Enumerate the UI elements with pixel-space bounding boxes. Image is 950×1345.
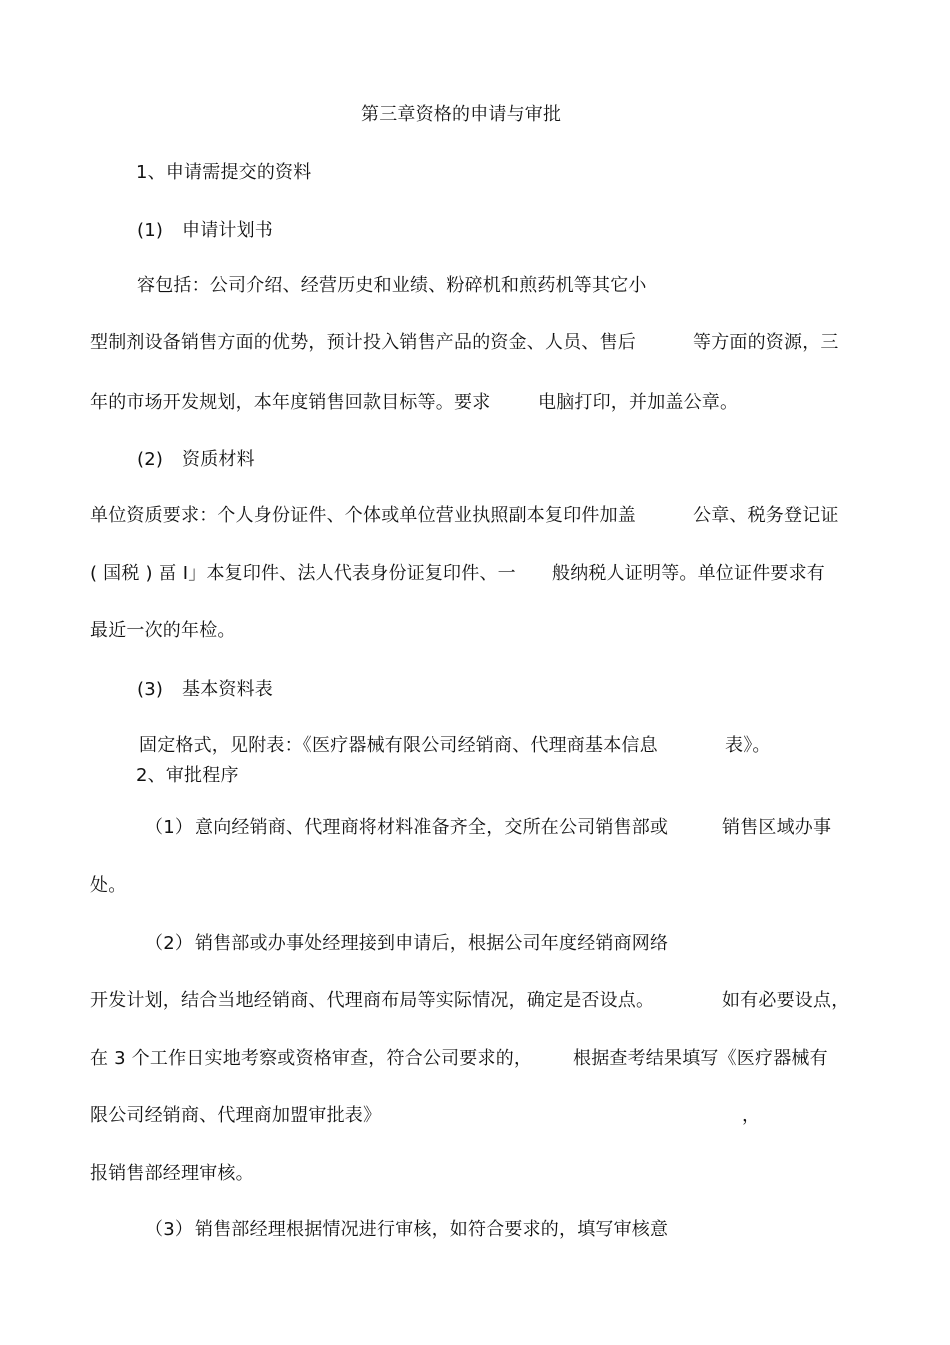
- step1-line1-part-b: 销售区域办事: [722, 817, 832, 838]
- item1-line3-part-b: 电脑打印，并加盖公章。: [538, 392, 739, 413]
- step2-line5: 报销售部经理审核。: [90, 1163, 254, 1184]
- chapter-title: 第三章资格的申请与审批: [361, 104, 562, 125]
- item3-number: (3): [137, 679, 164, 700]
- item2-line2-part-b: 般纳税人证明等。单位证件要求有: [552, 563, 825, 584]
- step3-number: （3）: [145, 1219, 194, 1240]
- section1-heading: 1、申请需提交的资料: [136, 162, 312, 183]
- step2-line3-part-a: 在 3 个工作日实地考察或资格审查，符合公司要求的，: [90, 1048, 533, 1069]
- step2-line1: [145, 932, 845, 956]
- step2-line1-text: 销售部或办事处经理接到申请后，根据公司年度经销商网络: [195, 933, 669, 954]
- item1-heading: [137, 219, 337, 243]
- item1-line3: [90, 391, 850, 415]
- item1-line1: 容包括：公司介绍、经营历史和业绩、粉碎机和煎药机等其它小: [137, 275, 647, 296]
- item2-line1-part-a: 单位资质要求：个人身份证件、个体或单位营业执照副本复印件加盖: [90, 505, 636, 526]
- item3-line1: [139, 734, 839, 758]
- step2-line3-part-b: 根据查考结果填写《医疗器械有: [573, 1048, 828, 1069]
- item1-line2: [90, 331, 850, 355]
- step2-line2-part-b: 如有必要设点，: [722, 990, 850, 1011]
- section2-heading: 2、审批程序: [136, 765, 239, 786]
- item2-number: (2): [137, 449, 164, 470]
- step1-line2: 处。: [90, 875, 127, 896]
- step1-line1-part-a: 意向经销商、代理商将材料准备齐全，交所在公司销售部或: [195, 817, 669, 838]
- step2-line4-part-a: 限公司经销商、代理商加盟审批表》: [90, 1105, 382, 1126]
- item3-line1-part-a: 固定格式，见附表：《医疗器械有限公司经销商、代理商基本信息: [139, 735, 658, 756]
- item1-line3-part-a: 年的市场开发规划，本年度销售回款目标等。要求: [90, 392, 491, 413]
- item3-line1-part-b: 表》。: [725, 735, 771, 756]
- item1-number: (1): [137, 220, 164, 241]
- item1-line2-part-b: 等方面的资源，三: [693, 332, 839, 353]
- item1-line2-part-a: 型制剂设备销售方面的优势，预计投入销售产品的资金、人员、售后: [90, 332, 636, 353]
- step2-line3: [90, 1047, 850, 1071]
- step1-number: （1）: [145, 817, 194, 838]
- step3-line1-text: 销售部经理根据情况进行审核，如符合要求的，填写审核意: [195, 1219, 669, 1240]
- step2-line2: [90, 989, 850, 1013]
- item3-heading: [137, 678, 337, 702]
- step2-number: （2）: [145, 933, 194, 954]
- item2-line2-part-a: ( 国税 ) 畐 I」本复印件、法人代表身份证复印件、一: [90, 563, 516, 584]
- item2-heading: [137, 448, 337, 472]
- step2-line2-part-a: 开发计划，结合当地经销商、代理商布局等实际情况，确定是否设点。: [90, 990, 655, 1011]
- step2-line4: [90, 1104, 850, 1128]
- step2-line4-part-b: ，: [742, 1105, 761, 1126]
- item3-label: 基本资料表: [182, 679, 273, 700]
- item2-line2: [90, 562, 850, 586]
- item2-label: 资质材料: [182, 449, 255, 470]
- step3-line1: [145, 1218, 845, 1242]
- item2-line1: [90, 504, 850, 528]
- item1-label: 申请计划书: [182, 220, 273, 241]
- item2-line3: 最近一次的年检。: [90, 620, 236, 641]
- step1-line1: [145, 816, 845, 840]
- item2-line1-part-b: 公章、税务登记证: [693, 505, 839, 526]
